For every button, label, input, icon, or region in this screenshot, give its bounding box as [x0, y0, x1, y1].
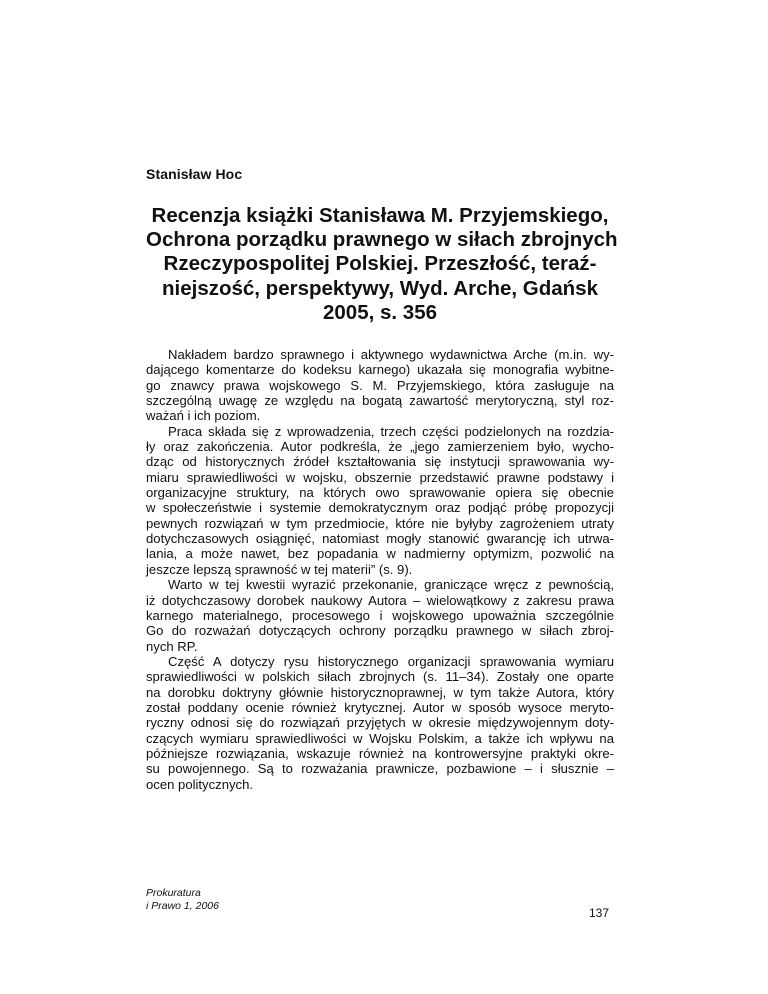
text-line: Warto w tej kwestii wyrazić przekonanie, graniczące wręcz z pewnością,: [168, 577, 614, 593]
paragraph: [146, 577, 614, 654]
text-line: Część A dotyczy rysu historycznego organizacji sprawowania wymiaru: [168, 653, 614, 669]
article-body: [146, 347, 614, 792]
text-line: organizacyjne struktury, na których owo sprawowanie opiera się obecnie: [146, 485, 614, 501]
paragraph: [146, 424, 614, 577]
text-line: późniejsze rozwiązania, wskazuje również na kontrowersyjne praktyki okre-: [146, 745, 614, 761]
title-line: Rzeczypospolitej Polskiej. Przeszłość, teraź-: [163, 252, 597, 276]
text-line: nych RP.: [146, 638, 198, 654]
text-line: Go do rozważań dotyczących ochrony porządku prawnego w siłach zbroj-: [146, 623, 614, 639]
text-line: na dorobku doktryny głównie historycznoprawnej, w tym także Autora, który: [146, 684, 614, 700]
text-line: ważań i ich poziom.: [146, 408, 261, 424]
text-line: jeszcze lepszą sprawność w tej materii” (s. 9).: [146, 561, 413, 577]
text-line: karnego materialnego, procesowego i wojskowego upoważnia szczególnie: [146, 607, 614, 623]
title-line: Ochrona porządku prawnego w siłach zbrojnych: [146, 228, 618, 252]
paragraph: [146, 654, 614, 792]
title-line: Recenzja książki Stanisława M. Przyjemskiego,: [151, 204, 609, 227]
title-line: niejszość, perspektywy, Wyd. Arche, Gdańsk: [162, 276, 598, 300]
text-line: sprawiedliwości w polskich siłach zbrojnych (s. 11–34). Zostały one oparte: [146, 669, 614, 685]
page-number: 137: [589, 906, 610, 920]
journal-citation: [146, 887, 219, 912]
author-name: Stanisław Hoc: [146, 166, 243, 182]
article-title: [146, 204, 618, 325]
text-line: Nakładem bardzo sprawnego i aktywnego wydawnictwa Arche (m.in. wy-: [168, 347, 614, 362]
text-line: miaru sprawiedliwości w wojsku, obszernie przedstawić prawne podstawy i: [146, 469, 614, 485]
text-line: ocen politycznych.: [146, 776, 253, 792]
text-line: Praca składa się z wprowadzenia, trzech części podzielonych na rozdzia-: [168, 423, 614, 439]
journal-name: Prokuratura: [146, 887, 201, 899]
title-line: 2005, s. 356: [323, 300, 437, 324]
text-line: ły oraz zakończenia. Autor podkreśla, że „jego zamierzeniem było, wycho-: [146, 439, 614, 455]
paragraph: [146, 347, 614, 424]
text-line: su powojennego. Są to rozważania prawnicze, pozbawione – i słusznie –: [146, 761, 614, 777]
text-line: lania, a może nawet, bez popadania w nadmierny optymizm, pozwolić na: [146, 546, 614, 562]
text-line: szczególną uwagę ze względu na bogatą zawartość merytoryczną, styl roz-: [146, 393, 614, 409]
text-line: dząc od historycznych źródeł kształtowania się instytucji sprawowania wy-: [146, 454, 614, 470]
text-line: w społeczeństwie i systemie demokratycznym oraz podjąć próbę propozycji: [146, 500, 614, 516]
text-line: pewnych rozwiązań w tym przedmiocie, które nie byłyby zagrożeniem utraty: [146, 515, 614, 531]
text-line: został poddany ocenie również krytycznej. Autor w sposób wysoce meryto-: [146, 699, 614, 715]
text-line: ryczny odnosi się do rozwiązań przyjętych w okresie międzywojennym doty-: [146, 715, 614, 731]
text-line: dającego komentarze do kodeksu karnego) ukazała się monografia wybitne-: [146, 362, 614, 378]
text-line: go znawcy prawa wojskowego S. M. Przyjemskiego, która zasługuje na: [146, 377, 614, 393]
journal-issue: i Prawo 1, 2006: [146, 899, 219, 912]
text-line: dotychczasowych osiągnięć, natomiast mogły stanowić gwarancję ich utrwa-: [146, 531, 614, 547]
text-line: iż dotychczasowy dorobek naukowy Autora – wielowątkowy z zakresu prawa: [146, 592, 614, 608]
text-line: czących wymiaru sprawiedliwości w Wojsku Polskim, a także ich wpływu na: [146, 730, 614, 746]
